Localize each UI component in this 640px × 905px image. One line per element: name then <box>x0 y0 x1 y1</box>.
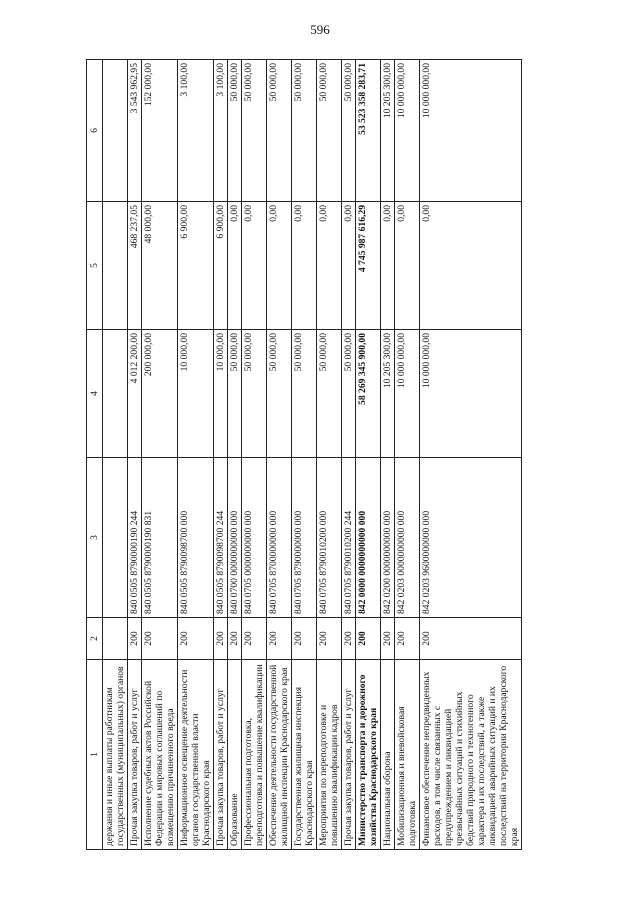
row-code-cell: 200 <box>128 618 142 660</box>
table-row <box>381 60 395 850</box>
row-code-cell: 200 <box>381 618 395 660</box>
row-code-cell: 200 <box>178 618 214 660</box>
row-value-cell: 50 000,00 <box>228 60 242 202</box>
row-value-cell: 50 000,00 <box>342 60 356 202</box>
row-value-cell: 10 000 000,00 <box>420 330 522 458</box>
row-classification-cell: 840 0705 8700000000 000 <box>267 458 292 618</box>
row-name-cell: Прочая закупка товаров, работ и услуг <box>342 660 356 850</box>
row-classification-cell: 842 0000 0000000000 000 <box>356 458 381 618</box>
row-value-cell: 3 543 962,95 <box>128 60 142 202</box>
row-value-cell: 10 205 300,00 <box>381 60 395 202</box>
row-value-cell: 53 523 358 283,71 <box>356 60 381 202</box>
row-value-cell: 0,00 <box>267 202 292 330</box>
row-classification-cell: 842 0203 0000000000 000 <box>395 458 420 618</box>
row-value-cell: 0,00 <box>292 202 317 330</box>
row-code-cell: 200 <box>420 618 522 660</box>
table-row <box>214 60 228 850</box>
table-row <box>292 60 317 850</box>
row-name-cell: Министерство транспорта и дорожного хозяйства Краснодарского края <box>356 660 381 850</box>
row-code-cell: 200 <box>342 618 356 660</box>
row-value-cell: 0,00 <box>342 202 356 330</box>
row-value-cell: 10 000 000,00 <box>420 60 522 202</box>
row-value-cell: 200 000,00 <box>142 330 178 458</box>
row-code-cell: 200 <box>292 618 317 660</box>
table-body <box>103 60 522 850</box>
table-row <box>103 60 128 850</box>
budget-table <box>86 59 522 850</box>
row-code-cell: 200 <box>142 618 178 660</box>
row-classification-cell: 840 0705 8790010200 000 <box>317 458 342 618</box>
row-code-cell: 200 <box>242 618 267 660</box>
table-row <box>317 60 342 850</box>
row-name-cell: Национальная оборона <box>381 660 395 850</box>
row-value-cell: 10 205 300,00 <box>381 330 395 458</box>
column-number-row <box>87 60 103 850</box>
row-name-cell: Исполнение судебных актов Российской Федерации и мировых соглашений по возмещению причиненного вреда <box>142 660 178 850</box>
table-row <box>142 60 178 850</box>
row-value-cell <box>103 202 128 330</box>
row-name-cell: Прочая закупка товаров, работ и услуг <box>214 660 228 850</box>
row-value-cell: 50 000,00 <box>317 60 342 202</box>
row-value-cell: 50 000,00 <box>267 60 292 202</box>
row-classification-cell: 840 0705 8790000000 000 <box>292 458 317 618</box>
table-row <box>420 60 522 850</box>
row-value-cell: 0,00 <box>381 202 395 330</box>
row-name-cell: Прочая закупка товаров, работ и услуг <box>128 660 142 850</box>
row-name-cell: Мероприятия по переподготовке и повышению квалификации кадров <box>317 660 342 850</box>
row-value-cell: 50 000,00 <box>342 330 356 458</box>
row-name-cell: Профессиональная подготовка, переподготовка и повышение квалификации <box>242 660 267 850</box>
column-header: 6 <box>87 60 103 202</box>
row-code-cell: 200 <box>228 618 242 660</box>
row-value-cell: 0,00 <box>317 202 342 330</box>
row-value-cell: 6 900,00 <box>178 202 214 330</box>
row-name-cell: Мобилизационная и вневойсковая подготовка <box>395 660 420 850</box>
row-value-cell: 10 000 000,00 <box>395 330 420 458</box>
table-row <box>395 60 420 850</box>
table-row <box>128 60 142 850</box>
row-value-cell: 152 000,00 <box>142 60 178 202</box>
row-value-cell: 50 000,00 <box>292 330 317 458</box>
row-name-cell: Образование <box>228 660 242 850</box>
table-row <box>178 60 214 850</box>
row-classification-cell: 840 0700 0000000000 000 <box>228 458 242 618</box>
row-value-cell <box>103 60 128 202</box>
row-classification-cell: 840 0705 8790010200 244 <box>342 458 356 618</box>
row-value-cell <box>103 330 128 458</box>
row-value-cell: 10 000,00 <box>214 330 228 458</box>
row-name-cell: Обеспечение деятельности государственной жилищной инспекции Краснодарского края <box>267 660 292 850</box>
row-value-cell: 58 269 345 900,00 <box>356 330 381 458</box>
row-classification-cell: 840 0505 8790000190 831 <box>142 458 178 618</box>
row-value-cell: 468 237,05 <box>128 202 142 330</box>
row-value-cell: 0,00 <box>420 202 522 330</box>
row-value-cell: 0,00 <box>228 202 242 330</box>
row-name-cell: держания и иные выплаты работникам государственных (муниципальных) органов <box>103 660 128 850</box>
column-header: 3 <box>87 458 103 618</box>
row-classification-cell: 840 0505 8790098700 244 <box>214 458 228 618</box>
row-value-cell: 3 100,00 <box>214 60 228 202</box>
row-classification-cell: 842 0200 0000000000 000 <box>381 458 395 618</box>
rotated-table-container <box>86 60 611 850</box>
row-classification-cell: 840 0705 0000000000 000 <box>242 458 267 618</box>
row-classification-cell: 840 0505 8790098700 000 <box>178 458 214 618</box>
column-header: 2 <box>87 618 103 660</box>
row-value-cell: 50 000,00 <box>242 330 267 458</box>
row-code-cell: 200 <box>395 618 420 660</box>
column-header: 1 <box>87 660 103 850</box>
row-name-cell: Государственная жилищная инспекция Краснодарского края <box>292 660 317 850</box>
row-name-cell: Финансовое обеспечение непредвиденных расходов, в том числе связанных с предупреждением и ликвидацией чрезвычайных ситуаций и стихийных бедствий природного и техногенного характера и их последствий, а также ликвидацией аварийных ситуаций и их последствий на территории Краснодарского края <box>420 660 522 850</box>
table-row <box>228 60 242 850</box>
row-value-cell: 50 000,00 <box>267 330 292 458</box>
row-value-cell: 4 012 200,00 <box>128 330 142 458</box>
column-header: 4 <box>87 330 103 458</box>
row-value-cell: 10 000 000,00 <box>395 60 420 202</box>
row-value-cell: 4 745 987 616,29 <box>356 202 381 330</box>
row-code-cell: 200 <box>317 618 342 660</box>
row-code-cell <box>103 618 128 660</box>
table-row <box>356 60 381 850</box>
row-value-cell: 50 000,00 <box>292 60 317 202</box>
row-classification-cell <box>103 458 128 618</box>
row-value-cell: 0,00 <box>242 202 267 330</box>
row-value-cell: 50 000,00 <box>242 60 267 202</box>
row-value-cell: 6 900,00 <box>214 202 228 330</box>
row-code-cell: 200 <box>356 618 381 660</box>
column-header: 5 <box>87 202 103 330</box>
row-code-cell: 200 <box>214 618 228 660</box>
page-number: 596 <box>310 22 330 37</box>
row-classification-cell: 842 0203 9600000000 000 <box>420 458 522 618</box>
row-value-cell: 48 000,00 <box>142 202 178 330</box>
row-value-cell: 3 100,00 <box>178 60 214 202</box>
row-value-cell: 0,00 <box>395 202 420 330</box>
table-row <box>242 60 267 850</box>
table-row <box>342 60 356 850</box>
row-value-cell: 50 000,00 <box>228 330 242 458</box>
row-value-cell: 50 000,00 <box>317 330 342 458</box>
row-name-cell: Информационное освещение деятельности органов государственной власти Краснодарского края <box>178 660 214 850</box>
row-value-cell: 10 000,00 <box>178 330 214 458</box>
table-row <box>267 60 292 850</box>
row-code-cell: 200 <box>267 618 292 660</box>
row-classification-cell: 840 0505 8790000190 244 <box>128 458 142 618</box>
